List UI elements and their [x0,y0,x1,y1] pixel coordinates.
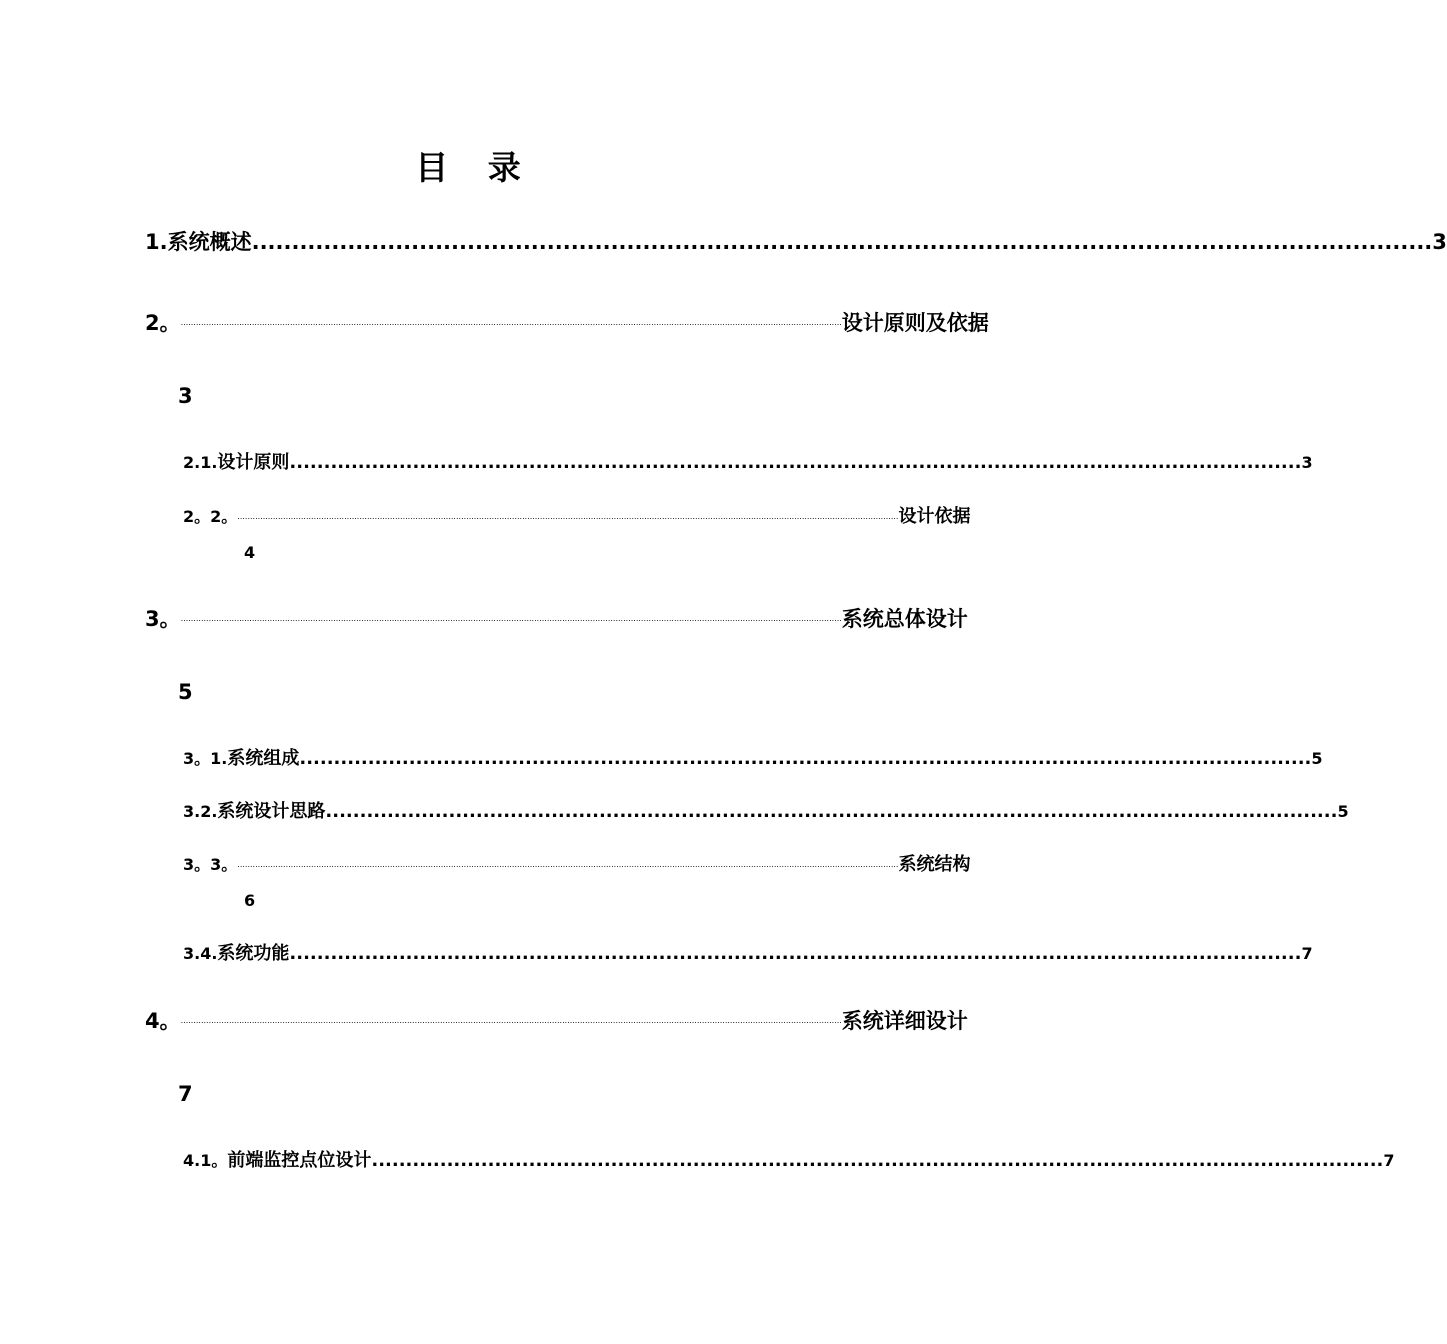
toc-leader-dots: .................................................................................................................................................... [289,452,1302,473]
toc-entry-page: 7 [1383,1151,1395,1170]
toc-leader-dots: .................................................................................................................................................................................................................................................................... [180,1016,842,1025]
toc-entry-label: 设计原则及依据 [841,311,989,335]
toc-entry-number: 3。3。 [183,855,238,874]
toc-entry-page: 5 [178,680,193,704]
toc-entry-page: 3 [1301,453,1313,472]
toc-entry-3-1[interactable] [183,747,1323,771]
toc-leader-dots: .................................................................................................................................................... [299,748,1312,769]
toc-entry-2-1[interactable] [183,451,1313,475]
toc-entry-1[interactable] [145,228,1447,256]
toc-entry-number: 4。 [145,1009,181,1033]
toc-entry-3[interactable] [145,605,968,638]
toc-entry-number: 4.1。 [183,1151,228,1170]
toc-entry-number: 3.2. [183,802,218,821]
toc-entry-page: 6 [244,891,256,910]
toc-entry-label: 设计依据 [898,506,971,527]
toc-entry-label: 系统组成 [227,748,300,769]
toc-entry-page: 7 [1301,944,1313,963]
toc-leader-dots: .................................................................................................................................................................................................................................................................... [237,512,899,521]
toc-title: 目 录 [415,148,535,187]
toc-entry-number: 3.4. [183,944,218,963]
toc-entry-number: 1. [145,230,168,254]
toc-leader-dots: .................................................................................................................................................... [251,230,1433,254]
toc-entry-label: 系统总体设计 [841,607,968,631]
toc-leader-dots: .................................................................................................................................................... [289,943,1302,964]
toc-entry-number: 3。 [145,607,181,631]
toc-entry-label: 系统设计思路 [217,801,326,822]
toc-entry-page: 4 [244,543,256,562]
toc-entry-page: 5 [1337,802,1349,821]
toc-entry-2-2[interactable] [183,505,971,534]
toc-entry-number: 2。 [145,311,181,335]
toc-entry-label: 系统功能 [217,943,290,964]
toc-entry-number: 2.1. [183,453,218,472]
toc-entry-4[interactable] [145,1007,968,1040]
toc-leader-dots: .................................................................................................................................................................................................................................................................... [180,318,842,327]
toc-entry-label: 系统详细设计 [841,1009,968,1033]
toc-entry-label: 系统概述 [167,230,252,254]
toc-entry-page: 5 [1311,749,1323,768]
toc-entry-page: 3 [1432,230,1447,254]
toc-leader-dots: .................................................................................................................................................................................................................................................................... [237,860,899,869]
toc-entry-number: 2。2。 [183,507,238,526]
toc-entry-4-1[interactable] [183,1149,1395,1173]
toc-entry-number: 3。1. [183,749,228,768]
toc-entry-page: 7 [178,1082,193,1106]
toc-entry-3-4[interactable] [183,942,1313,966]
toc-entry-page: 3 [178,384,193,408]
toc-leader-dots: .................................................................................................................................................... [371,1150,1384,1171]
toc-entry-2[interactable] [145,309,989,342]
toc-entry-label: 前端监控点位设计 [227,1150,372,1171]
toc-entry-3-3[interactable] [183,853,971,882]
toc-entry-3-2[interactable] [183,800,1349,824]
toc-entry-label: 设计原则 [217,452,290,473]
toc-leader-dots: .................................................................................................................................................... [325,801,1338,822]
toc-leader-dots: .................................................................................................................................................................................................................................................................... [180,614,842,623]
toc-entry-label: 系统结构 [898,854,971,875]
